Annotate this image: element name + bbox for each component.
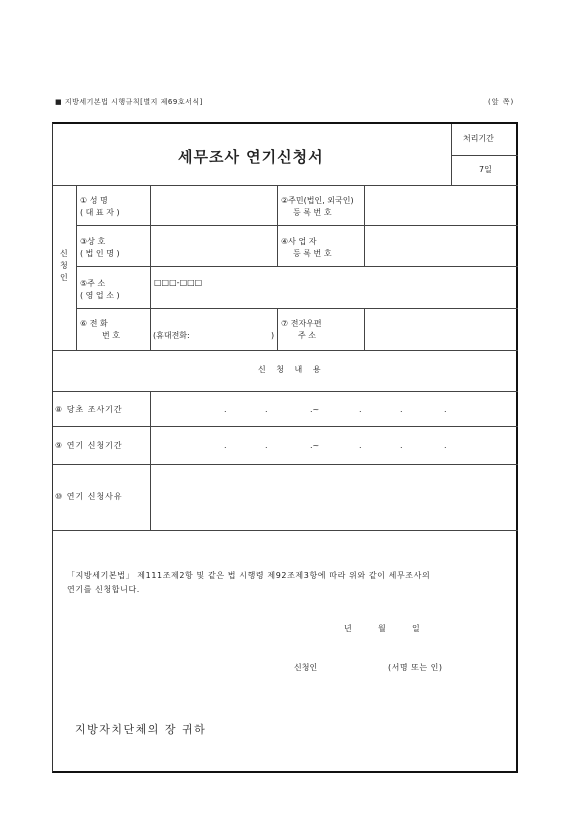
postpone-start-year-dot[interactable]: . — [224, 441, 227, 450]
processing-period-value: 7일 — [479, 165, 492, 174]
postpone-period-label: ⑨ 연기 신청기간 — [55, 441, 123, 450]
applicant-side-label: 신청인 — [60, 249, 68, 282]
field-business-no-label: ④사 업 자 — [281, 237, 317, 246]
field-representative-label: ( 대 표 자 ) — [80, 208, 120, 217]
signature-seal-label[interactable]: (서명 또는 인) — [388, 663, 443, 672]
original-period-label: ⑧ 당초 조사기간 — [55, 405, 123, 414]
original-end-year-dot[interactable]: . — [359, 405, 362, 414]
field-name-label: ① 성 명 — [80, 196, 108, 205]
field-registration-label: 등 록 번 호 — [293, 208, 332, 217]
field-email-address-label: 주 소 — [298, 331, 316, 340]
applicant-sign-label: 신청인 — [294, 663, 318, 672]
postpone-reason-label: ⑩ 연기 신청사유 — [55, 492, 123, 501]
resident-id-input[interactable] — [366, 187, 516, 223]
postpone-start-day-tilde[interactable]: .~ — [310, 441, 320, 450]
postpone-end-year-dot[interactable]: . — [359, 441, 362, 450]
form-reference: ■ 지방세기본법 시행규칙[별지 제69호서식] — [55, 98, 203, 106]
field-trade-name-label: ③상 호 — [80, 237, 106, 246]
processing-period-label: 처리기간 — [463, 134, 494, 143]
date-month-label: 월 — [378, 624, 386, 633]
field-business-registration-label: 등 록 번 호 — [293, 249, 332, 258]
field-corporation-label: ( 법 인 명 ) — [80, 249, 120, 258]
email-input[interactable] — [366, 310, 516, 348]
postal-code-placeholder[interactable]: □□□-□□□ — [154, 278, 203, 287]
business-no-input[interactable] — [366, 227, 516, 264]
statement-line1: 「지방세기본법」 제111조제2항 및 같은 법 시행령 제92조제3항에 따라 위와 같이 세무조사의 — [67, 571, 431, 580]
original-start-month-dot[interactable]: . — [265, 405, 268, 414]
original-end-day-dot[interactable]: . — [444, 405, 447, 414]
name-input[interactable] — [152, 187, 275, 223]
trade-name-input[interactable] — [152, 227, 275, 264]
application-form — [52, 122, 518, 773]
form-title: 세무조사 연기신청서 — [178, 148, 324, 166]
mobile-phone-close: ) — [271, 331, 275, 340]
field-phone-label: ⑥ 전 화 — [80, 319, 108, 328]
original-start-year-dot[interactable]: . — [224, 405, 227, 414]
postpone-reason-input[interactable] — [152, 466, 516, 528]
field-resident-id-label: ②주민(법인, 외국인) — [281, 196, 354, 205]
recipient-label: 지방자치단체의 장 귀하 — [75, 723, 207, 736]
field-email-label: ⑦ 전자우편 — [281, 319, 322, 328]
section-request-contents: 신 청 내 용 — [258, 365, 325, 374]
postpone-end-month-dot[interactable]: . — [400, 441, 403, 450]
date-day-label: 일 — [412, 624, 420, 633]
date-year-label: 년 — [344, 624, 352, 633]
field-business-place-label: ( 영 업 소 ) — [80, 291, 120, 300]
field-phone-number-label: 번 호 — [102, 331, 120, 340]
original-start-day-tilde[interactable]: .~ — [310, 405, 320, 414]
page-side-label: (앞 쪽) — [488, 98, 515, 106]
field-address-label: ⑤주 소 — [80, 279, 106, 288]
original-end-month-dot[interactable]: . — [400, 405, 403, 414]
postpone-start-month-dot[interactable]: . — [265, 441, 268, 450]
postpone-end-day-dot[interactable]: . — [444, 441, 447, 450]
statement-line2: 연기를 신청합니다. — [67, 585, 140, 594]
mobile-phone-input[interactable]: (휴대전화: — [153, 331, 190, 340]
